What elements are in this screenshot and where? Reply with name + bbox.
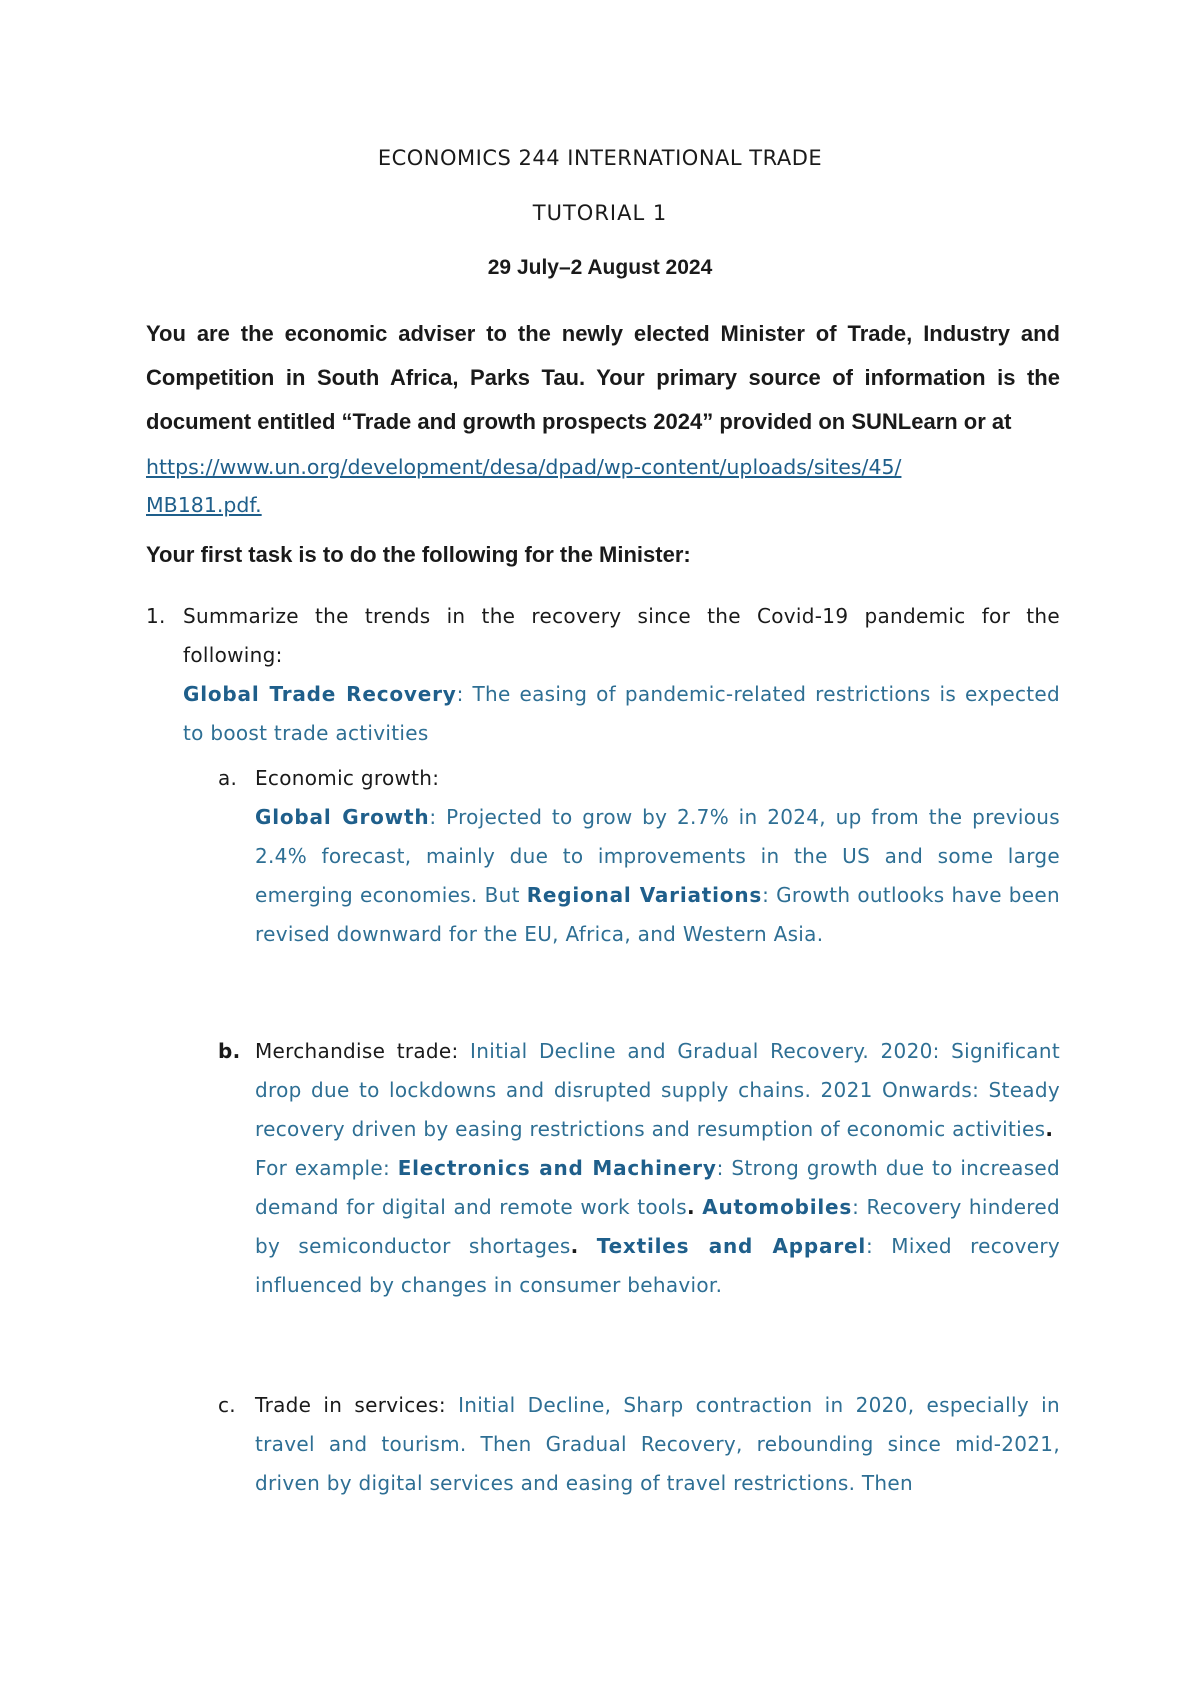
- subquestion-label: c.: [218, 1393, 236, 1417]
- subquestion-label: a.: [218, 766, 238, 790]
- bold-term: Electronics and Machinery: [397, 1156, 717, 1180]
- bold-term: Automobiles: [702, 1195, 853, 1219]
- answer-text: : Strong growth due to increased demand for digital and remote work tools: [255, 1156, 1061, 1219]
- bold-term: Textiles and Apparel: [596, 1234, 867, 1258]
- answer-text: : Mixed recovery influenced by changes in consumer behavior.: [255, 1234, 1060, 1297]
- period: .: [570, 1234, 579, 1258]
- question-number: 1.: [146, 604, 166, 628]
- answer-label: Global Trade Recovery: [183, 682, 457, 706]
- subquestion-text: Trade in services:: [255, 1393, 459, 1417]
- subquestion-label: b.: [218, 1039, 241, 1063]
- answer-text: : Growth outlooks have been revised downward for the EU, Africa, and Western Asia.: [255, 883, 1060, 946]
- period: .: [687, 1195, 695, 1219]
- example-intro: For example:: [255, 1156, 398, 1180]
- source-link[interactable]: [146, 448, 1060, 524]
- subquestion-text: Merchandise trade:: [255, 1039, 471, 1063]
- answer-text: Initial Decline and Gradual Recovery. 2020: Significant drop due to lockdowns and disrupted supply chains. 2021 Onwards: Steady recovery driven by easing restrictions and resumption of economic activities: [255, 1039, 1060, 1141]
- bold-term: Regional Variations: [526, 883, 763, 907]
- tutorial-title: TUTORIAL 1: [532, 201, 668, 225]
- source-link-line2[interactable]: MB181.pdf.: [146, 493, 262, 517]
- answer-text: : Recovery hindered by semiconductor shortages: [255, 1195, 1060, 1258]
- tutorial-dates: 29 July–2 August 2024: [487, 256, 713, 279]
- subquestion-text: Economic growth:: [255, 766, 440, 790]
- answer-text: : Projected to grow by 2.7% in 2024, up from the previous 2.4% forecast, mainly due to improvements in the US and some large emerging economies. But: [255, 805, 1060, 907]
- answer-text: : The easing of pandemic-related restrictions is expected to boost trade activities: [183, 682, 1060, 745]
- source-link-line1[interactable]: https://www.un.org/development/desa/dpad/wp-content/uploads/sites/45/: [146, 455, 902, 479]
- period: .: [1045, 1117, 1054, 1141]
- bold-term: Global Growth: [255, 805, 430, 829]
- question-text: Summarize the trends in the recovery since the Covid-19 pandemic for the following:: [183, 604, 1060, 667]
- answer-text: Initial Decline, Sharp contraction in 2020, especially in travel and tourism. Then Gradual Recovery, rebounding since mid-2021, driven by digital services and easing of travel restrictions. Then: [255, 1393, 1060, 1495]
- intro-paragraph: You are the economic adviser to the newly elected Minister of Trade, Industry and Competition in South Africa, Parks Tau. Your primary source of information is the document entitled “Trade and growth prospects 2024” provided on SUNLearn or at: [146, 321, 1060, 434]
- task-heading: Your first task is to do the following for the Minister:: [146, 542, 691, 567]
- course-title: ECONOMICS 244 INTERNATIONAL TRADE: [377, 146, 823, 170]
